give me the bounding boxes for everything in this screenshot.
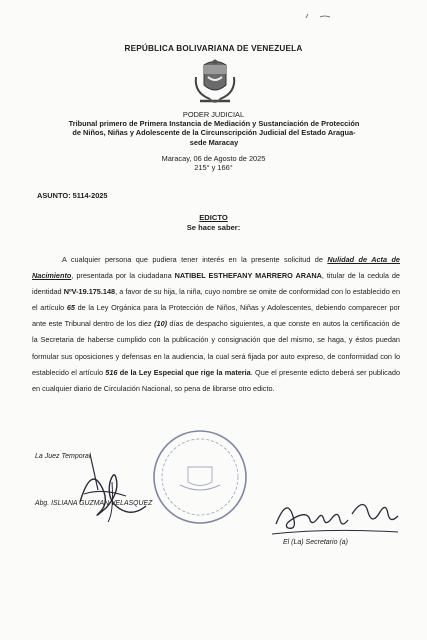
country-heading: REPÚBLICA BOLIVARIANA DE VENEZUELA — [124, 44, 303, 53]
place-and-date — [0, 154, 427, 173]
body-text: días de despacho siguientes, a que conste en autos la certificación de la Secretaria de haberse cumplido con la publicación y consignación que del mismo, se haga, y éstos puedan formular sus oposiciones y defensas en la audiencia, la cual será fijada por auto expreso, de conformidad con lo establecido el artículo — [32, 319, 400, 377]
body-text: , titular de la cedula de identidad — [32, 271, 400, 297]
petitioner-name: NATIBEL ESTHEFANY MARRERO ARANA — [174, 271, 322, 281]
date-line: Maracay, 06 de Agosto de 2025 — [161, 154, 266, 163]
body-text: , presentada por la ciudadana — [71, 271, 175, 281]
coat-of-arms-icon — [190, 57, 240, 109]
edict-subtitle: Se hace saber: — [186, 222, 241, 232]
body-text: de la Ley Orgánica para la Protección de Niños, Niñas y Adolescentes, debiendo comparecer por ante este Tribunal dentro de los diez — [32, 303, 400, 329]
tribunal-heading — [28, 119, 400, 147]
edict-title: EDICTO — [199, 213, 228, 222]
petition-type: Nulidad de Acta de Nacimiento — [32, 255, 400, 281]
case-number: ASUNTO: 5114-2025 — [37, 191, 108, 200]
judge-label: La Juez Temporal — [35, 453, 91, 460]
id-number: NºV-19.175.148 — [63, 287, 116, 297]
tribunal-line-3: sede Maracay — [189, 137, 239, 147]
judge-name: Abg. ISLIANA GUZMAN VELASQUEZ — [35, 500, 153, 507]
edict-body — [32, 252, 400, 397]
body-text-bold: de la Ley Especial que rige la materia — [117, 367, 251, 377]
judge-signature — [62, 452, 157, 524]
body-text: . Que el presente edicto deberá ser publicado en cualquier diario de Circulación Nacional, so pena de librarse otro edicto. — [32, 367, 400, 393]
court-seal-stamp — [150, 427, 250, 527]
body-text: , a favor de su hija, la niña, cuyo nombre se omite de conformidad con lo establecido en el artículo — [32, 287, 401, 313]
judicial-branch-heading: PODER JUDICIAL — [182, 110, 245, 119]
body-text: A cualquier persona que pudiera tener interés en la presente solicitud de — [62, 255, 328, 264]
pen-mark — [300, 10, 340, 22]
tribunal-line-2: de Niños, Niñas y Adolescente de la Circunscripción Judicial del Estado Aragua- — [72, 128, 356, 138]
years-line: 215° y 166° — [194, 163, 233, 173]
edict-heading — [0, 213, 427, 232]
secretary-label: El (La) Secretario (a) — [283, 539, 348, 546]
days-count: (10) — [154, 319, 168, 329]
article-reference: 516 — [105, 367, 118, 377]
article-reference: 65 — [66, 303, 75, 313]
tribunal-line-1: Tribunal primero de Primera Instancia de Mediación y Sustanciación de Protección — [68, 119, 360, 128]
